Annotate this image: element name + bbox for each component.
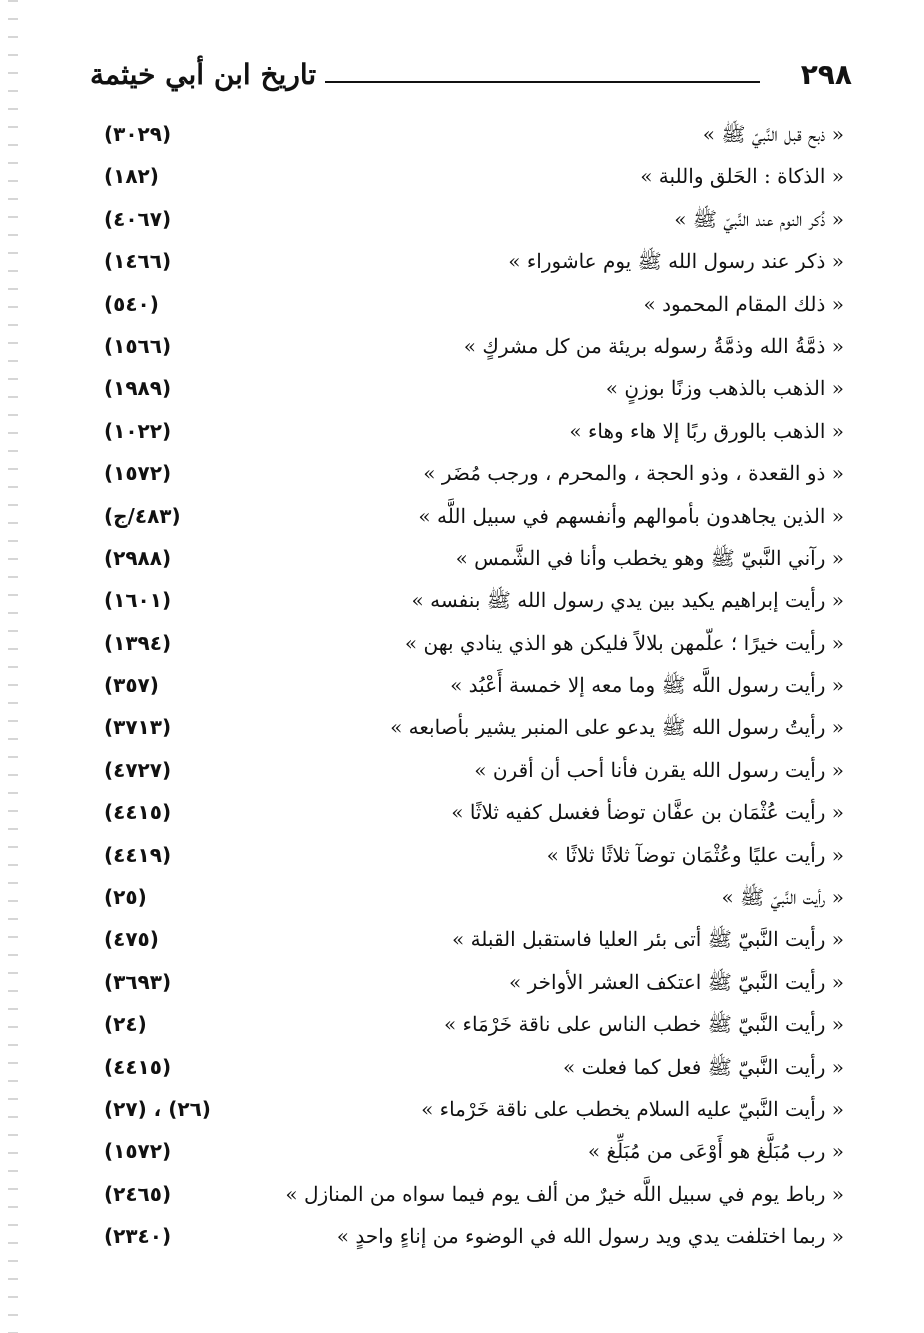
index-entry	[100, 542, 844, 584]
entry-reference: (١٠٢٢)	[104, 418, 172, 443]
index-entry	[100, 839, 844, 881]
entry-text: « رأيت خيرًا ؛ علّمهن بلالاً فليكن هو الذي ينادي بهن »	[404, 630, 844, 655]
index-entry	[100, 288, 844, 330]
entry-reference: (١٩٨٩)	[104, 376, 172, 401]
page-number: ٢٩٨	[800, 58, 852, 91]
entry-text: « ذكر عند رسول الله ﷺ يوم عاشوراء »	[508, 249, 844, 274]
entry-reference: (١٥٧٢)	[104, 461, 172, 486]
index-entry	[100, 1093, 844, 1135]
page-edge-marks	[8, 0, 18, 1333]
entry-reference: (٣٦٩٣)	[104, 969, 172, 994]
index-entry	[100, 372, 844, 414]
entry-text: « رب مُبَلَّغ هو أَوْعَى من مُبَلِّغ »	[587, 1139, 844, 1164]
entry-reference: (٢٥)	[104, 885, 147, 910]
index-entry	[100, 160, 844, 202]
entry-text: « الذين يجاهدون بأموالهم وأنفسهم في سبيل اللَّه »	[418, 503, 844, 528]
entry-text: « ذُكر النوم عند النَّبيّ ﷺ »	[674, 206, 844, 231]
index-entry	[100, 881, 844, 923]
entry-reference: (٥٤٠)	[104, 291, 159, 316]
index-entry	[100, 1051, 844, 1093]
index-entry	[100, 1135, 844, 1177]
entry-reference: (٤٠٦٧)	[104, 206, 172, 231]
entry-reference: (٣٧١٣)	[104, 715, 172, 740]
entry-reference: (٢٤٦٥)	[104, 1181, 172, 1206]
entry-reference: (٤٤١٩)	[104, 842, 172, 867]
entry-text: « رأيت النَّبيّ عليه السلام يخطب على ناقة خَرْماء »	[421, 1096, 844, 1121]
index-entry	[100, 1008, 844, 1050]
index-entry	[100, 500, 844, 542]
index-entry	[100, 711, 844, 753]
entry-reference: (٤٨٣/ج)	[104, 503, 181, 528]
entry-reference: (١٥٧٢)	[104, 1139, 172, 1164]
entry-text: « رآني النَّبيّ ﷺ وهو يخطب وأنا في الشَّمس »	[455, 545, 844, 570]
index-entry	[100, 1178, 844, 1220]
index-entry	[100, 796, 844, 838]
index-entry	[100, 627, 844, 669]
entry-text: « رأيت النَّبيّ ﷺ فعل كما فعلت »	[563, 1054, 844, 1079]
entry-reference: (٢٩٨٨)	[104, 545, 172, 570]
entry-text: « رأيت عُثْمَان بن عفَّان توضأ فغسل كفيه ثلاثًا »	[451, 800, 844, 825]
index-entry	[100, 923, 844, 965]
header-rule	[325, 81, 760, 83]
entry-text: « رأيت إبراهيم يكيد بين يدي رسول الله ﷺ بنفسه »	[411, 588, 844, 613]
entry-text: « ذبح قبل النَّبيّ ﷺ »	[702, 122, 844, 146]
entry-text: « رأيت النَّبيّ ﷺ اعتكف العشر الأواخر »	[509, 969, 844, 994]
index-entry	[100, 245, 844, 287]
index-entry	[100, 415, 844, 457]
page-header	[90, 52, 852, 112]
entry-reference: (١٣٩٤)	[104, 630, 172, 655]
entry-text: « رأيت رسول الله يقرن فأنا أحب أن أقرن »	[474, 757, 844, 782]
entry-text: « رأيت النَّبيّ ﷺ أتى بئر العليا فاستقبل القبلة »	[451, 927, 844, 952]
entry-text: « رباط يوم في سبيل اللَّه خيرٌ من ألف يوم فيما سواه من المنازل »	[285, 1181, 844, 1206]
entry-text: « الذكاة : الحَلق واللبة »	[640, 164, 844, 189]
entry-reference: (١٦٠١)	[104, 588, 172, 613]
entry-text: « رأيتُ رسول الله ﷺ يدعو على المنبر يشير بأصابعه »	[390, 715, 844, 740]
entry-reference: (٤٤١٥)	[104, 1054, 172, 1079]
index-entry	[100, 754, 844, 796]
index-entries-list	[100, 118, 844, 1263]
entry-reference: (٤٧٥)	[104, 927, 159, 952]
index-entry	[100, 584, 844, 626]
book-title: تاريخ ابن أبي خيثمة	[90, 58, 317, 91]
entry-reference: (٤٧٢٧)	[104, 757, 172, 782]
entry-reference: (١٥٦٦)	[104, 333, 172, 358]
entry-reference: (١٨٢)	[104, 164, 159, 189]
entry-text: « رأيت عليًا وعُثْمَان توضآ ثلاثًا ثلاثًا »	[546, 842, 844, 867]
entry-text: « ذمَّةُ الله وذمَّةُ رسوله بريئة من كل مشركٍ »	[463, 333, 844, 358]
entry-reference: (١٤٦٦)	[104, 249, 172, 274]
entry-text: « ربما اختلفت يدي ويد رسول الله في الوضوء من إناءٍ واحدٍ »	[336, 1224, 844, 1249]
entry-text: « رأيت النَّبيّ ﷺ خطب الناس على ناقة خَرْمَاء »	[443, 1012, 844, 1037]
entry-reference: (٢٣٤٠)	[104, 1224, 172, 1249]
entry-text: « الذهب بالذهب وزنًا بوزنٍ »	[605, 376, 844, 401]
entry-text: « ذو القعدة ، وذو الحجة ، والمحرم ، ورجب مُضَر »	[423, 461, 844, 486]
entry-reference: (٢٦) ، (٢٧)	[104, 1096, 211, 1121]
index-entry	[100, 1220, 844, 1262]
entry-reference: (٣٥٧)	[104, 673, 159, 698]
index-entry	[100, 203, 844, 245]
entry-reference: (٣٠٢٩)	[104, 122, 172, 146]
index-entry	[100, 330, 844, 372]
entry-reference: (٤٤١٥)	[104, 800, 172, 825]
index-entry	[100, 118, 844, 160]
entry-text: « رأيت رسول اللَّه ﷺ وما معه إلا خمسة أَعْبُد »	[450, 673, 844, 698]
entry-text: « رأيت النَّبيّ ﷺ »	[721, 885, 844, 910]
index-entry	[100, 457, 844, 499]
index-entry	[100, 966, 844, 1008]
entry-text: « الذهب بالورق ربًا إلا هاء وهاء »	[569, 418, 844, 443]
index-entry	[100, 669, 844, 711]
entry-text: « ذلك المقام المحمود »	[643, 291, 844, 316]
entry-reference: (٢٤)	[104, 1012, 147, 1037]
